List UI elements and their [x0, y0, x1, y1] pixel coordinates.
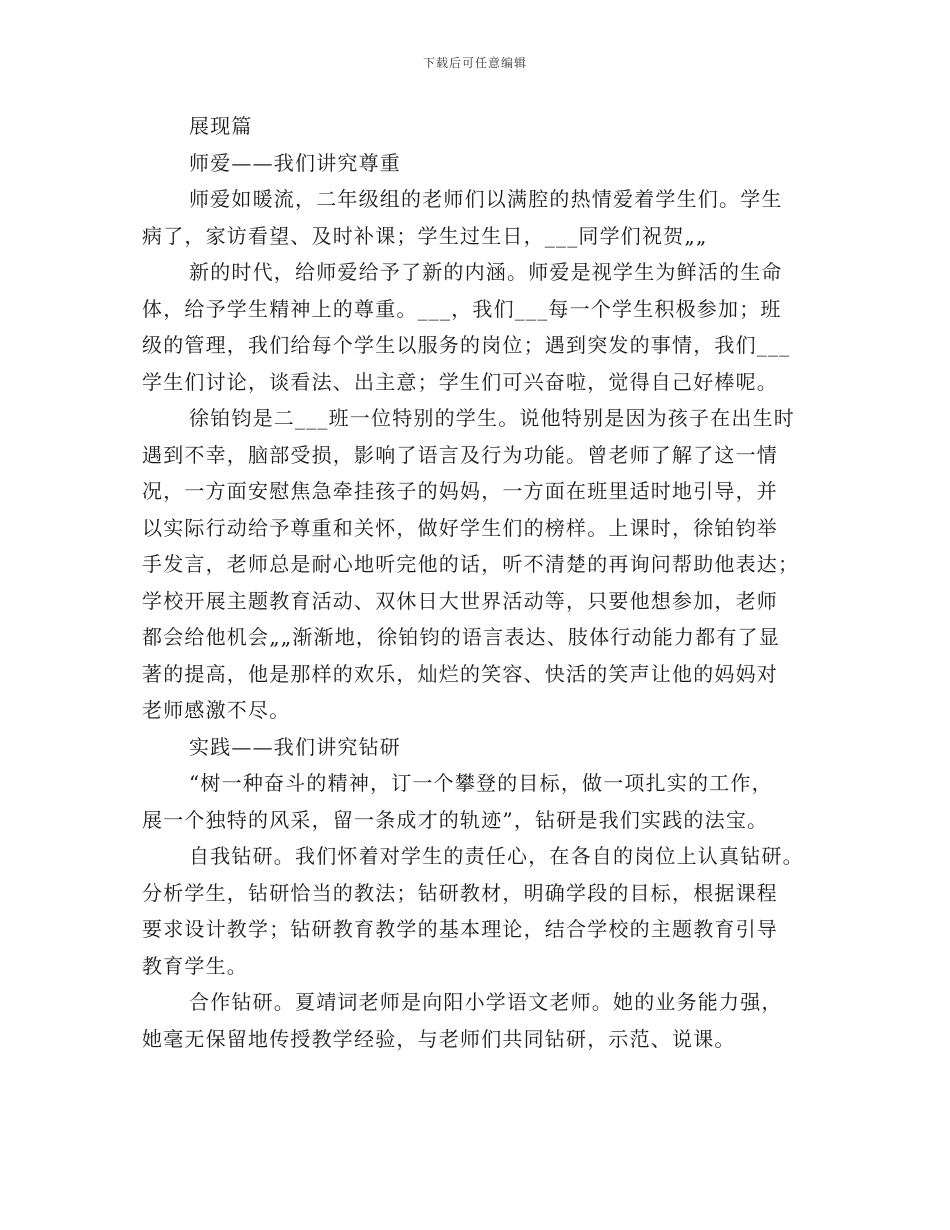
text-line: 合作钻研。夏靖词老师是向阳小学语文老师。她的业务能力强，	[189, 990, 783, 1014]
text-line: 遇到不幸，脑部受损，影响了语言及行为功能。曾老师了解了这一情	[142, 442, 778, 467]
text-line: 级的管理，我们给每个学生以服务的岗位；遇到突发的事情，我们___	[142, 333, 791, 357]
text-line: 都会给他机会„„渐渐地，徐铂钧的语言表达、肢体行动能力都有了显	[142, 625, 780, 649]
text-line: 体，给予学生精神上的尊重。___，我们___每一个学生积极参加；班	[142, 296, 782, 321]
text-line: 实践——我们讲究钻研	[189, 734, 401, 759]
text-line: 师爱——我们讲究尊重	[189, 150, 401, 175]
text-line: 以实际行动给予尊重和关怀，做好学生们的榜样。上课时，徐铂钧举	[142, 515, 778, 540]
text-line: 自我钻研。我们怀着对学生的责任心，在各自的岗位上认真钻研。	[189, 844, 804, 868]
text-line: 她毫无保留地传授教学经验，与老师们共同钻研，示范、说课。	[142, 1026, 736, 1051]
text-line: 况，一方面安慰焦急牵挂孩子的妈妈，一方面在班里适时地引导，并	[142, 479, 778, 503]
text-line: 老师感激不尽。	[142, 698, 291, 722]
document-body	[142, 108, 822, 1057]
text-line: 要求设计教学；钻研教育教学的基本理论，结合学校的主题教育引导	[142, 917, 778, 941]
text-line: 学校开展主题教育活动、双休日大世界活动等，只要他想参加，老师	[142, 588, 778, 613]
text-line: 教育学生。	[142, 953, 248, 978]
text-line: 学生们讨论，谈看法、出主意；学生们可兴奋啦，觉得自己好棒呢。	[142, 369, 778, 394]
text-line: “树一种奋斗的精神，订一个攀登的目标，做一项扎实的工作，	[189, 771, 773, 795]
text-line: 展现篇	[189, 114, 253, 138]
text-line: 著的提高，他是那样的欢乐，灿烂的笑容、快活的笑声让他的妈妈对	[142, 661, 778, 686]
text-line: 新的时代，给师爱给予了新的内涵。师爱是视学生为鲜活的生命	[189, 260, 783, 284]
text-line: 分析学生，钻研恰当的教法；钻研教材，明确学段的目标，根据课程	[142, 880, 778, 905]
page-header: 下载后可任意编辑	[422, 56, 527, 70]
text-line: 病了，家访看望、及时补课；学生过生日，___同学们祝贺„„	[142, 223, 708, 248]
text-line: 展一个独特的风采，留一条成才的轨迹”，钻研是我们实践的法宝。	[142, 807, 769, 832]
text-line: 手发言，老师总是耐心地听完他的话，听不清楚的再询问帮助他表达；	[142, 552, 800, 576]
text-line: 师爱如暖流，二年级组的老师们以满腔的热情爱着学生们。学生	[189, 187, 783, 211]
text-line: 徐铂钧是二___班一位特别的学生。说他特别是因为孩子在出生时	[189, 406, 795, 430]
